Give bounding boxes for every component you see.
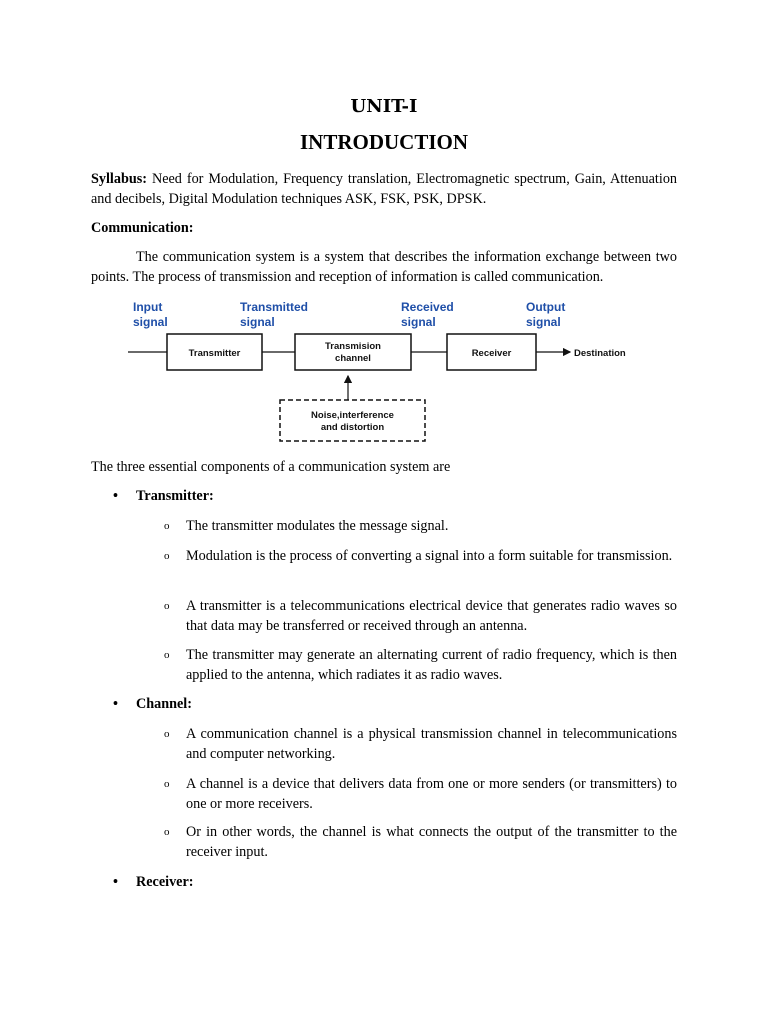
bullet-icon: • <box>113 696 118 712</box>
sub-bullet-icon: o <box>164 550 170 562</box>
sub-bullet-icon: o <box>164 600 170 612</box>
bullet-icon: • <box>113 488 118 504</box>
sub-bullet-icon: o <box>164 778 170 790</box>
syllabus-paragraph <box>91 169 677 209</box>
output-signal-label: Output <box>526 300 566 314</box>
receiver-label: Receiver <box>471 348 512 359</box>
page-title: INTRODUCTION <box>299 130 469 154</box>
channel-label-2: channel <box>335 353 371 364</box>
sub-bullet-icon: o <box>164 826 170 838</box>
received-signal-label-2: signal <box>401 315 436 329</box>
sub-bullet-icon: o <box>164 520 170 532</box>
list-item-text: A communication channel is a physical transmission channel in telecommunications and computer networking. <box>186 726 677 762</box>
transmitted-signal-label-2: signal <box>240 315 275 329</box>
destination-label: Destination <box>574 348 626 359</box>
sub-bullet-icon: o <box>164 728 170 740</box>
section-title: Receiver: <box>136 874 194 890</box>
list-item-text: A transmitter is a telecommunications electrical device that generates radio waves so that data may be transferred or received through an antenna. <box>186 598 677 634</box>
list-item-text: The transmitter may generate an alternating current of radio frequency, which is then applied to the antenna, which radiates it as radio waves. <box>186 647 677 683</box>
bullet-icon: • <box>113 874 118 890</box>
noise-label: Noise,interference <box>311 410 394 421</box>
channel-box <box>295 334 411 370</box>
received-signal-label: Received <box>401 300 454 314</box>
input-signal-label-2: signal <box>133 315 168 329</box>
unit-heading: UNIT-I <box>350 96 418 117</box>
noise-label-2: and distortion <box>320 422 385 433</box>
communication-heading: Communication: <box>91 220 194 236</box>
syllabus-label: Syllabus: <box>91 171 147 187</box>
communication-paragraph <box>91 247 677 287</box>
list-item-text: The transmitter modulates the message signal. <box>186 518 449 534</box>
list-item-text: Modulation is the process of converting a signal into a form suitable for transmission. <box>186 548 673 564</box>
syllabus-text: Need for Modulation, Frequency translation, Electromagnetic spectrum, Gain, Attenuation and decibels, Digital Modulation techniques ASK, FSK, PSK, DPSK. <box>91 171 678 207</box>
transmitted-signal-label: Transmitted <box>240 300 309 314</box>
components-intro: The three essential components of a communication system are <box>91 459 451 475</box>
list-item-text: Or in other words, the channel is what connects the output of the transmitter to the receiver input. <box>186 824 677 860</box>
list-item-text: A channel is a device that delivers data from one or more senders (or transmitters) to one or more receivers. <box>186 776 677 812</box>
communication-text: The communication system is a system that describes the information exchange between two points. The process of transmission and reception of information is called communication. <box>91 249 677 285</box>
channel-label: Transmision <box>325 341 381 352</box>
input-signal-label: Input <box>133 300 163 314</box>
sub-bullet-icon: o <box>164 649 170 661</box>
transmitter-label: Transmitter <box>188 348 241 359</box>
section-title: Channel: <box>136 696 192 712</box>
communication-block-diagram <box>125 296 655 446</box>
output-signal-label-2: signal <box>526 315 561 329</box>
section-title: Transmitter: <box>136 488 214 504</box>
